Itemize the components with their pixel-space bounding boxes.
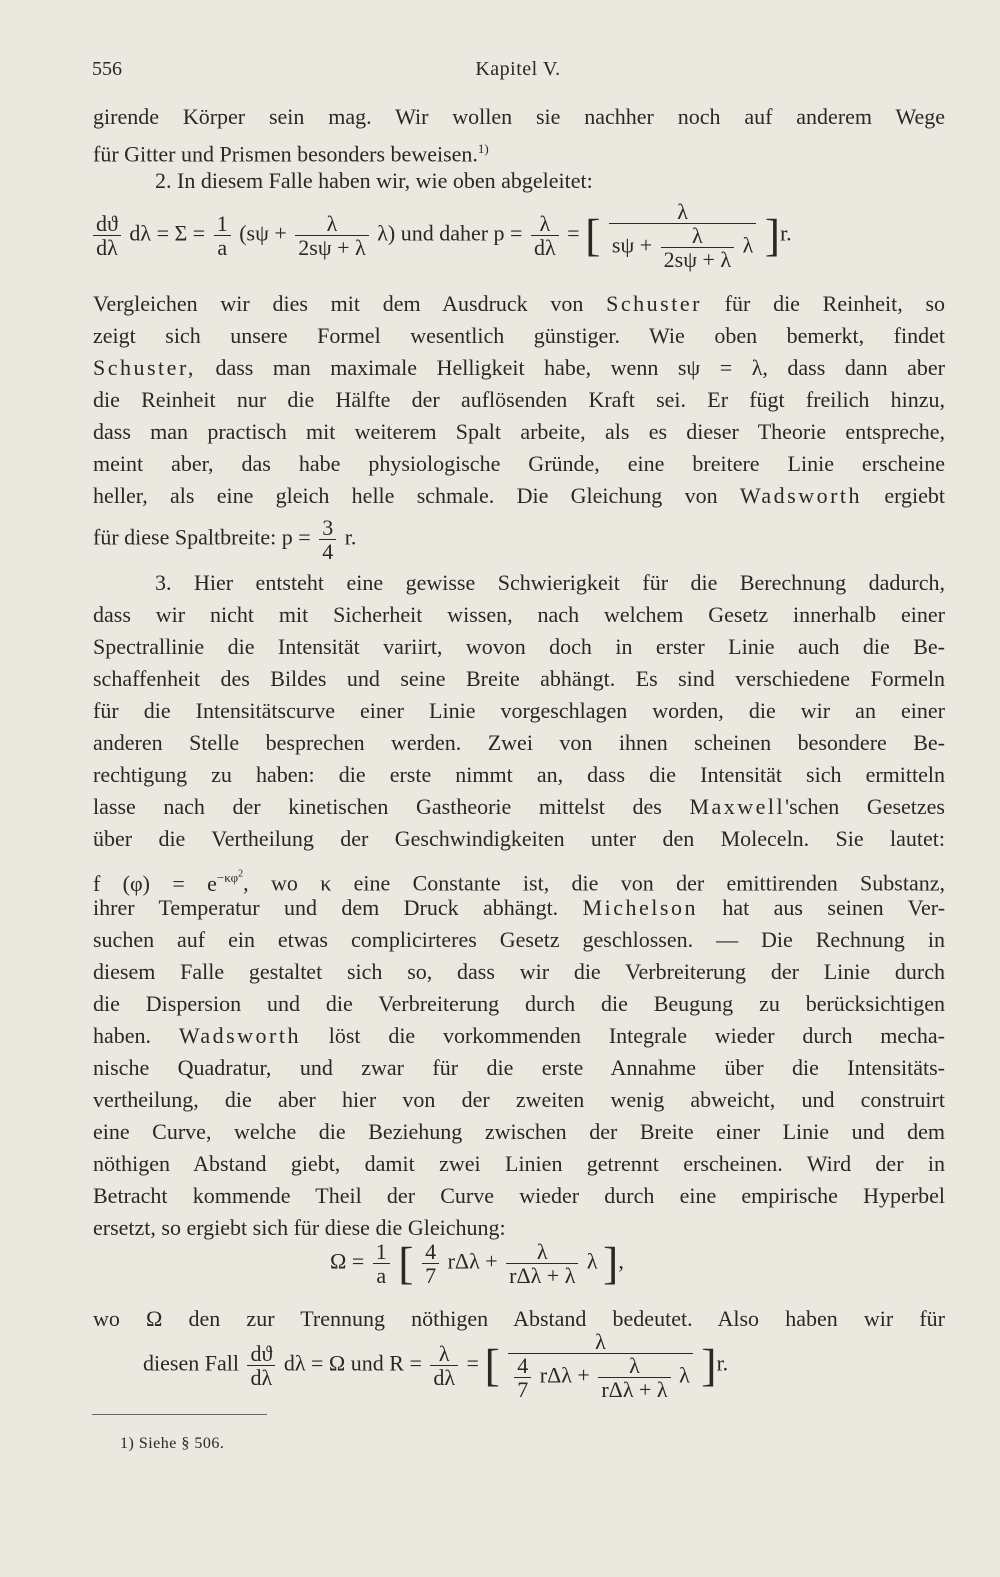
numerator: λ — [609, 200, 756, 224]
text-line: 2. In diesem Falle haben wir, wie oben abgeleitet: — [155, 168, 593, 193]
formula-text: rΔλ + — [447, 1248, 498, 1274]
text-segment: für die Reinheit, so — [724, 291, 946, 316]
author-name: Schuster, — [93, 355, 196, 380]
bracket: ] — [603, 1237, 619, 1289]
text-line: ersetzt, so ergiebt sich für diese die Gleichung: — [93, 1215, 506, 1240]
author-name: Maxwell — [689, 794, 786, 819]
denominator: 2sψ + λ — [298, 235, 366, 261]
formula-text: = — [466, 1350, 479, 1376]
text-segment: ihrer Temperatur und dem Druck abhängt. — [93, 895, 559, 920]
fraction — [661, 224, 734, 271]
denominator: dλ — [96, 235, 118, 261]
bracket: [ — [398, 1237, 414, 1289]
denominator: 7 — [517, 1377, 529, 1403]
formula-text: , — [618, 1248, 624, 1274]
running-head: Kapitel V. — [475, 58, 561, 80]
text-segment: diesen Fall — [143, 1350, 239, 1376]
denominator: dλ — [250, 1365, 273, 1391]
fraction — [514, 1354, 531, 1401]
text-line: wo Ω den zur Trennung nöthigen Abstand bedeutet. Also haben wir für — [93, 1306, 945, 1331]
numerator: dϑ — [93, 212, 121, 236]
denominator: dλ — [433, 1365, 456, 1391]
text-line — [93, 353, 945, 383]
text-segment: , wo κ eine Constante ist, die von der emittirenden Substanz, — [243, 870, 945, 896]
denominator: dλ — [533, 235, 556, 261]
text-line: dass man practisch mit weiterem Spalt arbeite, als es dieser Theorie entspreche, — [93, 419, 945, 444]
text-segment: heller, als eine gleich helle schmale. Die Gleichung von — [93, 483, 718, 508]
text-line — [93, 1021, 945, 1051]
text-line: über die Vertheilung der Geschwindigkeiten unter den Moleceln. Sie lautet: — [93, 826, 945, 851]
text-line: diesem Falle gestaltet sich so, dass wir die Verbreiterung der Linie durch — [93, 959, 945, 984]
footnote-ref: 1) — [477, 141, 489, 156]
formula-text: r. — [780, 220, 792, 246]
formula-resolving — [143, 1330, 728, 1401]
text-line: schaffenheit des Bildes und seine Breite abhängt. Es sind verschiedene Formeln — [93, 666, 945, 691]
formula-dispersion — [90, 200, 792, 271]
numerator: λ — [430, 1342, 458, 1366]
footnote-divider — [92, 1414, 267, 1415]
formula-text: r. — [716, 1350, 729, 1376]
author-name: Wadsworth — [178, 1023, 301, 1048]
fraction — [295, 212, 368, 259]
bracket: [ — [484, 1339, 500, 1391]
text-segment — [689, 794, 945, 819]
fraction — [214, 212, 231, 259]
numerator: λ — [661, 224, 734, 248]
formula-text: dλ = Σ = — [129, 220, 206, 246]
formula-text: λ) — [377, 220, 396, 246]
formula-text: rΔλ + — [539, 1362, 590, 1388]
formula-omega — [330, 1237, 624, 1289]
denominator: a — [217, 235, 228, 261]
author-name: Schuster — [606, 291, 702, 316]
text-line — [93, 481, 945, 511]
formula-text: (sψ + — [239, 220, 287, 246]
denominator — [609, 224, 756, 271]
formula-text: dλ = Ω und R = — [283, 1350, 422, 1376]
text-segment: Vergleichen wir dies mit dem Ausdruck von — [93, 291, 584, 316]
formula-text: sψ + — [611, 232, 653, 258]
denominator: 7 — [425, 1263, 437, 1289]
footnote: 1) Siehe § 506. — [120, 1435, 225, 1452]
numerator: λ — [598, 1354, 670, 1378]
text-line: zeigt sich unsere Formel wesentlich günstiger. Wie oben bemerkt, findet — [93, 323, 945, 348]
denominator: rΔλ + λ — [509, 1263, 576, 1289]
text-line — [93, 893, 945, 923]
text-line: Spectrallinie die Intensität variirt, wovon doch in erster Linie auch die Be- — [93, 634, 945, 659]
text-segment: 'schen Gesetzes — [785, 794, 945, 819]
text-line: die Dispersion und die Verbreiterung durch die Beugung zu berücksichtigen — [93, 991, 945, 1016]
exponent: −κφ2 — [216, 869, 244, 886]
denominator: a — [376, 1263, 387, 1289]
text-line: 3. Hier entsteht eine gewisse Schwierigkeit für die Berechnung dadurch, — [155, 570, 945, 595]
formula-text: λ — [742, 232, 754, 258]
denominator — [508, 1354, 692, 1401]
numerator: 3 — [319, 516, 336, 540]
formula-text: und daher p = — [400, 220, 523, 246]
formula-slit-width — [93, 516, 356, 563]
text-line — [93, 289, 945, 319]
numerator: 1 — [214, 212, 231, 236]
text-line: suchen auf ein etwas complicirteres Gesetz geschlossen. — Die Rechnung in — [93, 927, 945, 952]
fraction — [506, 1240, 578, 1287]
text-line — [93, 134, 945, 169]
denominator: 2sψ + λ — [663, 247, 732, 273]
author-name: Michelson — [582, 895, 698, 920]
text-line: rechtigung zu haben: die erste nimmt an, dass die Intensität sich ermitteln — [93, 762, 945, 787]
formula-text: −κφ — [216, 870, 239, 886]
text-line — [93, 792, 945, 822]
numerator: λ — [295, 212, 368, 236]
formula-text: λ — [679, 1362, 690, 1388]
formula-text: f (φ) = e — [93, 870, 217, 896]
formula-text: λ — [586, 1248, 598, 1274]
text-line: anderen Stelle besprechen werden. Zwei von ihnen scheinen besondere Be- — [93, 730, 945, 755]
numerator: λ — [506, 1240, 578, 1264]
text-line: für die Intensitätscurve einer Linie vorgeschlagen worden, die wir an einer — [93, 698, 945, 723]
text-line: die Reinheit nur die Hälfte der auflösenden Kraft sei. Er fügt freilich hinzu, — [93, 387, 945, 412]
formula-text: = — [567, 220, 580, 246]
page-header — [92, 58, 944, 88]
text-line: girende Körper sein mag. Wir wollen sie nachher noch auf anderem Wege — [93, 104, 945, 129]
denominator: rΔλ + λ — [601, 1377, 668, 1403]
text-segment: hat aus seinen Ver- — [722, 895, 946, 920]
fraction — [422, 1240, 439, 1287]
numerator: λ — [508, 1330, 692, 1354]
fraction — [247, 1342, 275, 1389]
formula-text: Ω = — [330, 1248, 365, 1274]
text-line: eine Curve, welche die Beziehung zwischen der Breite einer Linie und dem — [93, 1119, 945, 1144]
text-segment: löst die vorkommenden Integrale wieder durch mecha- — [328, 1023, 946, 1048]
text-segment: für Gitter und Prismen besonders beweisen. — [93, 141, 478, 167]
bracket: ] — [764, 209, 781, 261]
bracket: ] — [701, 1339, 717, 1391]
fraction — [430, 1342, 458, 1389]
text-segment: dass man maximale Helligkeit habe, wenn sψ = λ, dass dann aber — [215, 355, 945, 380]
text-segment: für diese Spaltbreite: — [93, 524, 277, 550]
fraction — [598, 1354, 670, 1401]
text-line: dass wir nicht mit Sicherheit wissen, nach welchem Gesetz innerhalb einer — [93, 602, 945, 627]
page-number: 556 — [92, 58, 122, 80]
fraction — [93, 212, 121, 259]
text-segment — [93, 871, 243, 896]
numerator: λ — [531, 212, 559, 236]
text-line: nische Quadratur, und zwar für die erste Annahme über die Intensitäts- — [93, 1055, 945, 1080]
text-line: vertheilung, die aber hier von der zweiten wenig abweicht, und construirt — [93, 1087, 945, 1112]
text-line: nöthigen Abstand giebt, damit zwei Linien getrennt erscheinen. Wird der in — [93, 1151, 945, 1176]
fraction — [319, 516, 336, 563]
formula-text: r. — [344, 524, 357, 550]
numerator: 1 — [373, 1240, 390, 1264]
bracket: [ — [585, 209, 601, 261]
numerator: 4 — [422, 1240, 439, 1264]
fraction — [531, 212, 559, 259]
formula-text: p = — [281, 524, 311, 550]
fraction — [609, 200, 756, 271]
denominator: 4 — [322, 539, 334, 565]
numerator: dϑ — [247, 1342, 275, 1366]
numerator: 4 — [514, 1354, 531, 1378]
fraction — [373, 1240, 390, 1287]
text-line: Betracht kommende Theil der Curve wieder durch eine empirische Hyperbel — [93, 1183, 945, 1208]
text-segment: haben. — [93, 1023, 152, 1048]
text-segment: lasse nach der kinetischen Gastheorie mittelst des — [93, 794, 662, 819]
fraction — [508, 1330, 692, 1401]
text-line: meint aber, das habe physiologische Gründe, eine breitere Linie erscheine — [93, 451, 945, 476]
text-segment: ergiebt — [884, 483, 946, 508]
author-name: Wadsworth — [739, 483, 863, 508]
